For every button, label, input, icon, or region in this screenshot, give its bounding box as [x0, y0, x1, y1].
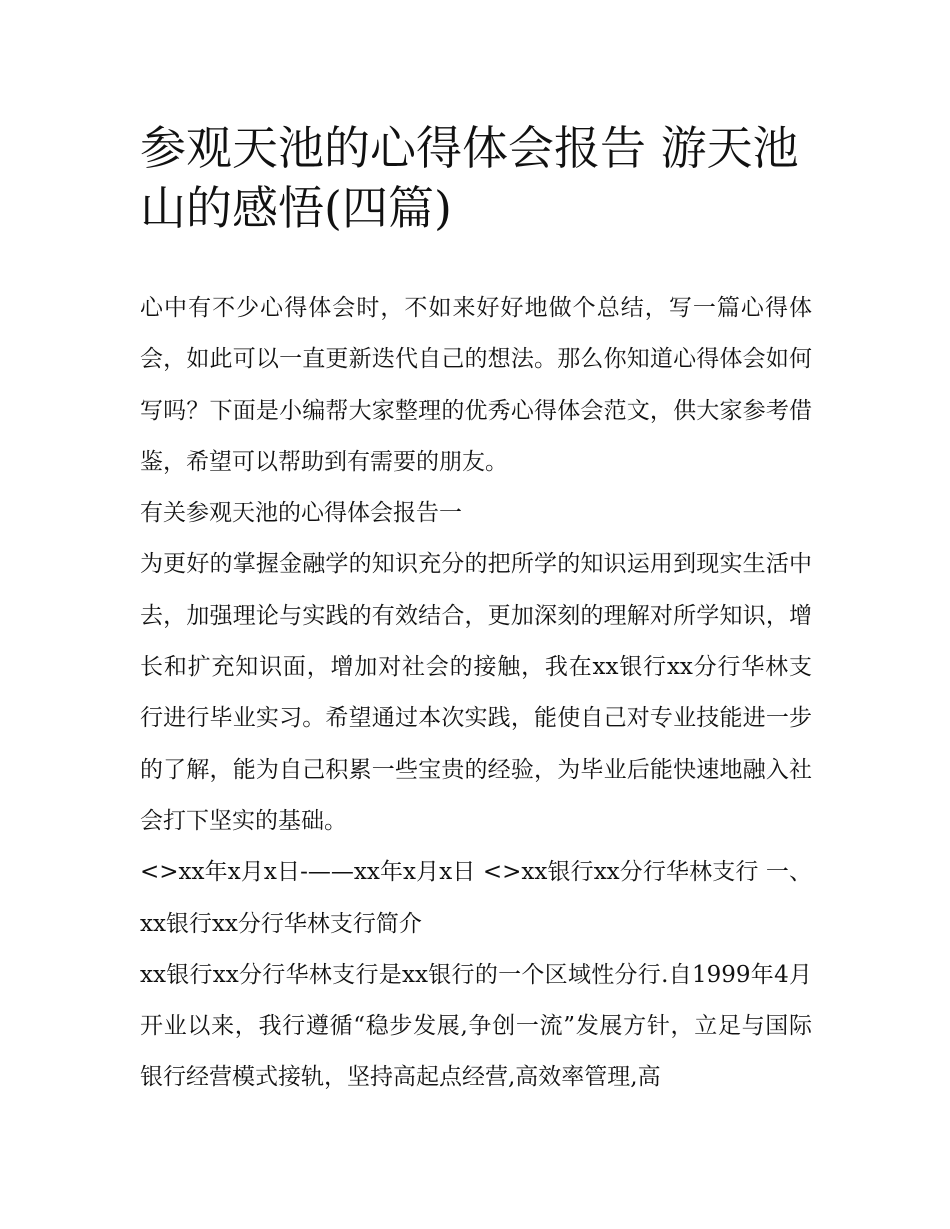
body-paragraph: xx银行xx分行华林支行是xx银行的一个区域性分行.自1999年4月开业以来，我行遵循“稳步发展,争创一流”发展方针，立足与国际银行经营模式接轨，坚持高起点经营,高效率管理,高 — [140, 961, 812, 1091]
document-title: 参观天池的心得体会报告 游天池山的感悟(四篇) — [140, 121, 799, 235]
document-body — [140, 283, 812, 1104]
intro-paragraph: 心中有不少心得体会时，不如来好好地做个总结，写一篇心得体会，如此可以一直更新迭代自己的想法。那么你知道心得体会如何写吗？下面是小编帮大家整理的优秀心得体会范文，供大家参考借鉴，希望可以帮助到有需要的朋友。 — [140, 295, 812, 475]
section-heading: 有关参观天池的心得体会报告一 — [140, 500, 462, 527]
date-location-line: <>xx年x月x日-——xx年x月x日 <>xx银行xx分行华林支行 一、 xx银行xx分行华林支行简介 — [140, 859, 812, 937]
body-paragraph: 为更好的掌握金融学的知识充分的把所学的知识运用到现实生活中去，加强理论与实践的有效结合，更加深刻的理解对所学知识，增长和扩充知识面，增加对社会的接触，我在xx银行xx分行华林支行进行毕业实习。希望通过本次实践，能使自己对专业技能进一步的了解，能为自己积累一些宝贵的经验，为毕业后能快速地融入社会打下坚实的基础。 — [140, 551, 812, 834]
